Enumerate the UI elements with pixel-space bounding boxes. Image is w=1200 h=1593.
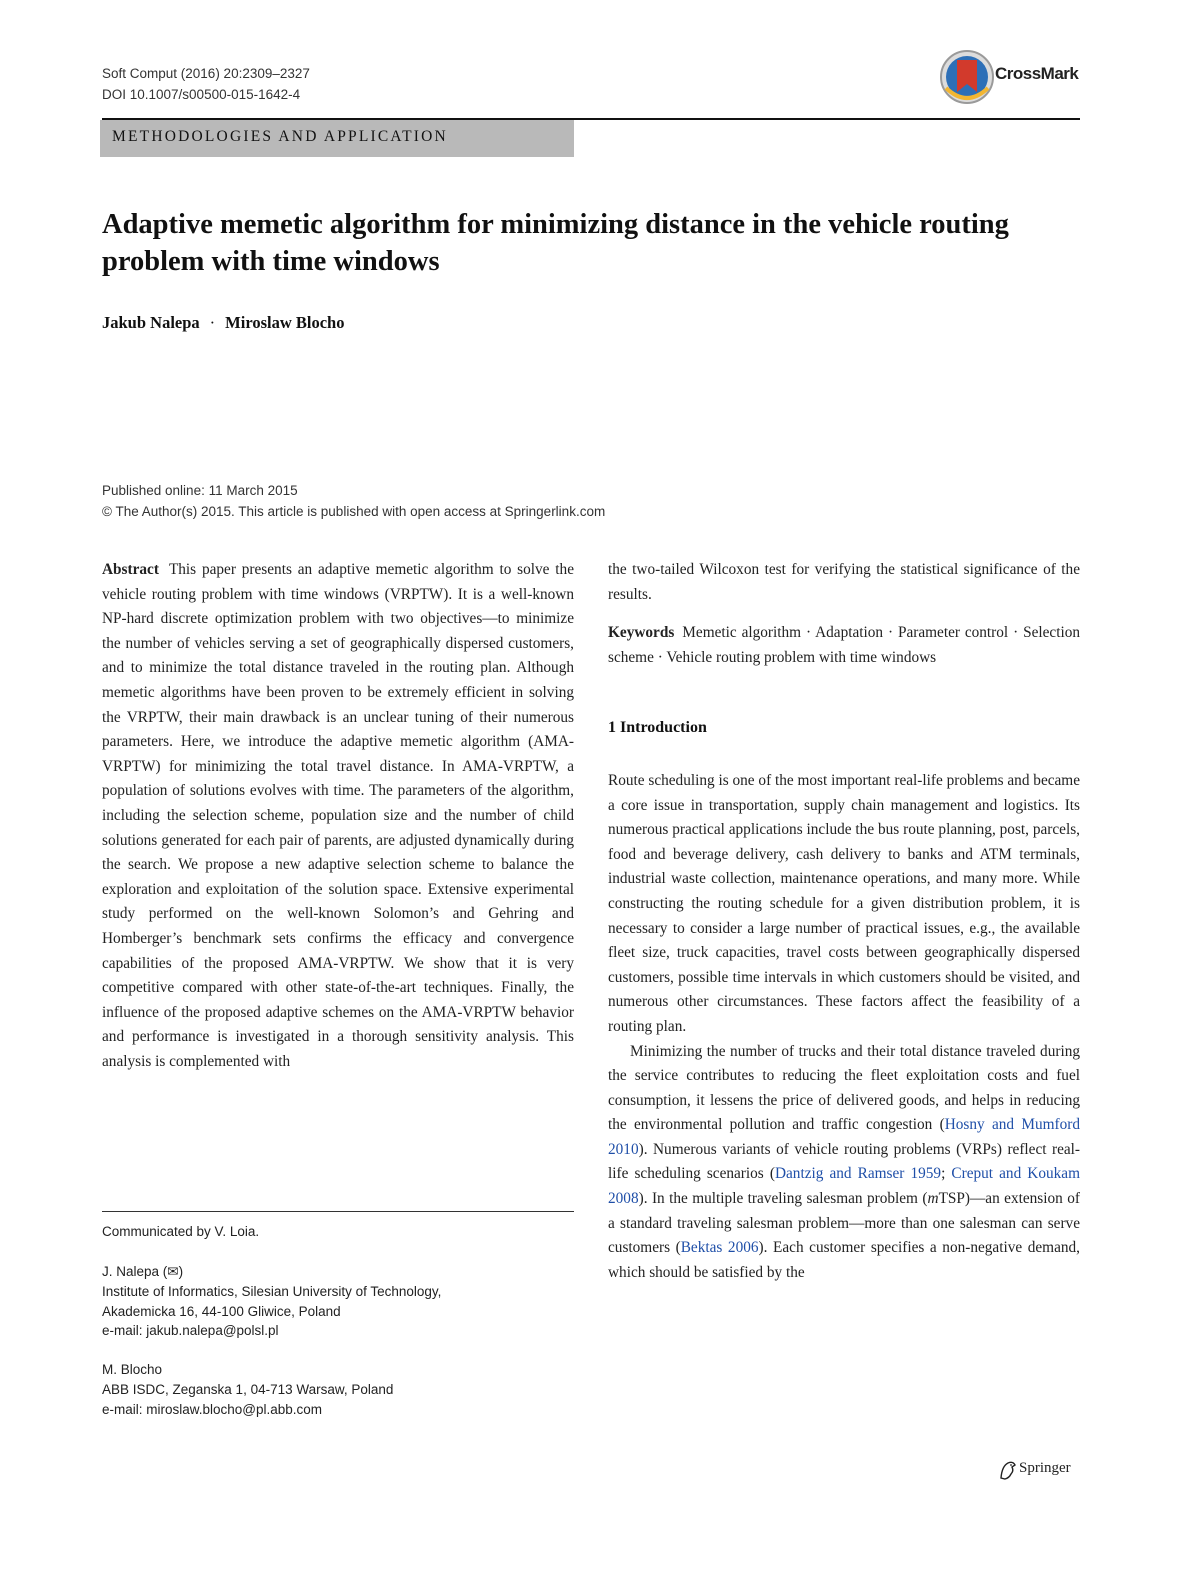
paragraph: Route scheduling is one of the most important real-life problems and became a core issue in transportation, supply chain management and logistics. Its numerous practical applications include the bus route planning, post, parcels, food and beverage delivery, cash delivery to banks and ATM terminals, industrial waste collection, maintenance operations, and many more. While constructing the routing schedule for a given distribution problem, it is necessary to consider a large number of practical issues, e.g., the available fleet size, truck capacities, travel costs between geographically dispersed customers, possible time intervals in which customers should be visited, and numerous other circumstances. These factors affect the feasibility of a routing plan. (608, 771, 1080, 1035)
crossmark-label: CrossMark (995, 64, 1079, 83)
keywords-label: Keywords (608, 624, 675, 642)
abstract-label: Abstract (102, 561, 159, 578)
citation-link[interactable]: Bektas 2006 (680, 1239, 759, 1257)
footnote-rule (102, 1211, 574, 1212)
keywords (608, 621, 1080, 670)
keywords-text: Memetic algorithm · Adaptation · Parameter control · Selection scheme · Vehicle routing problem with time windows (608, 624, 1080, 666)
right-column (608, 558, 1080, 1285)
paragraph-text: ). In the multiple traveling salesman problem ( (638, 1190, 928, 1208)
communicated-by: Communicated by V. Loia. (102, 1224, 260, 1239)
math-variable: m (927, 1190, 939, 1208)
abstract-text: This paper presents an adaptive memetic algorithm to solve the vehicle routing problem with time windows (VRPTW). It is a well-known NP-hard discrete optimization problem with two objectives—to minimize the number of vehicles serving a set of geographically dispersed customers, and to minimize the total distance traveled in the routing plan. Although memetic algorithms have been proven to be extremely efficient in solving the VRPTW, their main drawback is an unclear tuning of their numerous parameters. Here, we introduce the adaptive memetic algorithm (AMA-VRPTW) for minimizing the total travel distance. In AMA-VRPTW, a population of solutions evolves with time. The parameters of the algorithm, including the selection scheme, population size and the number of child solutions generated for each pair of parents, are adjusted dynamically during the search. We propose a new adaptive selection scheme to balance the exploration and exploitation of the solution space. Extensive experimental study performed on the well-known Solomon’s and Gehring and Homberger’s benchmark sets confirms the efficacy and convergence capabilities of the proposed AMA-VRPTW. We show that it is very competitive compared with other state-of-the-art techniques. Finally, the influence of the proposed adaptive schemes on the AMA-VRPTW behavior and performance is investigated in a thorough sensitivity analysis. This analysis is complemented with (102, 561, 574, 1070)
affiliation-name: J. Nalepa (✉) (102, 1264, 184, 1279)
author-affiliation-2 (102, 1360, 393, 1419)
citation-link[interactable]: Dantzig and Ramser 1959 (774, 1165, 942, 1183)
paragraph-text: ). Numerous variants of vehicle routing problems (VRPs) reflect real-life scheduling scenarios ( (608, 1140, 1080, 1183)
affiliation-name: M. Blocho (102, 1362, 163, 1377)
author-name[interactable]: Jakub Nalepa (102, 313, 200, 332)
left-column (102, 558, 574, 1074)
section-label: METHODOLOGIES AND APPLICATION (112, 128, 448, 145)
author-name[interactable]: Miroslaw Blocho (225, 313, 345, 332)
affiliation-institution: Institute of Informatics, Silesian University of Technology, (102, 1283, 442, 1299)
journal-reference: Soft Comput (2016) 20:2309–2327 (102, 66, 310, 81)
abstract (102, 558, 574, 1074)
paragraph (608, 1040, 1080, 1286)
paper-title: Adaptive memetic algorithm for minimizing distance in the vehicle routing problem with time windows (102, 209, 1009, 277)
published-date: Published online: 11 March 2015 (102, 483, 298, 498)
author-affiliation-1 (102, 1262, 441, 1341)
author-list (102, 313, 344, 333)
affiliation-email[interactable]: e-mail: jakub.nalepa@polsl.pl (102, 1323, 279, 1339)
abstract-continued: the two-tailed Wilcoxon test for verifying the statistical significance of the results. (608, 561, 1080, 603)
affiliation-email[interactable]: e-mail: miroslaw.blocho@pl.abb.com (102, 1401, 323, 1417)
publisher-logo-text: Springer (1019, 1460, 1071, 1476)
citation-link[interactable]: Creput and Koukam 2008 (608, 1165, 1080, 1208)
citation-link[interactable]: Hosny and Mumford 2010 (608, 1116, 1080, 1158)
paragraph-text: ; (941, 1165, 952, 1183)
section-heading-introduction: 1 Introduction (608, 719, 707, 737)
affiliation-institution: ABB ISDC, Zeganska 1, 04-713 Warsaw, Poland (102, 1381, 394, 1397)
paragraph-text: Minimizing the number of trucks and their total distance traveled during the service contributes to reducing the fleet exploitation costs and fuel consumption, it lessens the price of delivered goods, and helps in reducing the environmental pollution and traffic congestion ( (608, 1042, 1080, 1134)
affiliation-address: Akademicka 16, 44-100 Gliwice, Poland (102, 1303, 341, 1319)
copyright-notice: © The Author(s) 2015. This article is published with open access at Springerlink.com (102, 504, 606, 519)
author-separator: · (209, 313, 216, 332)
paragraph-text: ). Each customer specifies a non-negative demand, which should be satisfied by the (608, 1239, 1080, 1281)
paragraph-text: TSP)—an extension of a standard traveling salesman problem—more than one salesman can serve customers ( (608, 1190, 1080, 1257)
doi[interactable]: DOI 10.1007/s00500-015-1642-4 (102, 87, 301, 102)
